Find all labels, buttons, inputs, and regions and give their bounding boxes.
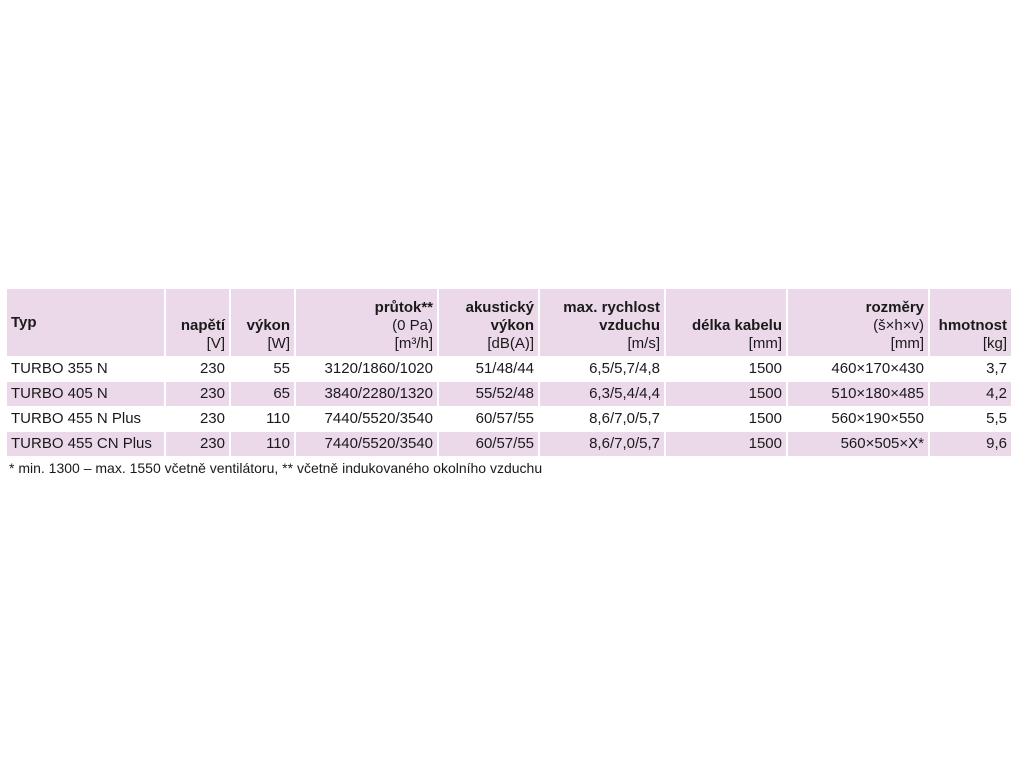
header-max-rychlost: max. rychlost vzduchu [m/s] (539, 289, 665, 357)
header-akusticky-vykon: akustický výkon [dB(A)] (438, 289, 539, 357)
cell-rychlost: 8,6/7,0/5,7 (539, 432, 665, 457)
spec-table (7, 289, 1011, 456)
header-delka-kabelu: délka kabelu [mm] (665, 289, 787, 357)
spec-table-container (7, 289, 1011, 476)
cell-hmotnost: 5,5 (929, 407, 1011, 432)
header-prutok: průtok** (0 Pa) [m³/h] (295, 289, 438, 357)
cell-prutok: 7440/5520/3540 (295, 432, 438, 457)
table-row (7, 432, 1011, 457)
cell-kabel: 1500 (665, 357, 787, 382)
cell-kabel: 1500 (665, 382, 787, 407)
table-footnote: * min. 1300 – max. 1550 včetně ventilátoru, ** včetně indukovaného okolního vzduchu (9, 460, 543, 476)
cell-hmotnost: 3,7 (929, 357, 1011, 382)
header-rozmery: rozměry (š×h×v) [mm] (787, 289, 929, 357)
cell-typ: TURBO 355 N (7, 357, 165, 382)
header-vykon: výkon [W] (230, 289, 295, 357)
table-row (7, 357, 1011, 382)
cell-prutok: 3840/2280/1320 (295, 382, 438, 407)
cell-rozmery: 460×170×430 (787, 357, 929, 382)
cell-kabel: 1500 (665, 407, 787, 432)
cell-rozmery: 510×180×485 (787, 382, 929, 407)
cell-vykon: 65 (230, 382, 295, 407)
table-header-row (7, 289, 1011, 357)
cell-napeti: 230 (165, 432, 230, 457)
cell-hmotnost: 9,6 (929, 432, 1011, 457)
cell-prutok: 7440/5520/3540 (295, 407, 438, 432)
cell-akusticky: 55/52/48 (438, 382, 539, 407)
cell-typ: TURBO 455 N Plus (7, 407, 165, 432)
cell-hmotnost: 4,2 (929, 382, 1011, 407)
cell-kabel: 1500 (665, 432, 787, 457)
cell-typ: TURBO 405 N (7, 382, 165, 407)
header-napeti: napětí [V] (165, 289, 230, 357)
cell-akusticky: 60/57/55 (438, 432, 539, 457)
table-row (7, 407, 1011, 432)
cell-typ: TURBO 455 CN Plus (7, 432, 165, 457)
cell-napeti: 230 (165, 407, 230, 432)
cell-akusticky: 60/57/55 (438, 407, 539, 432)
cell-rychlost: 6,3/5,4/4,4 (539, 382, 665, 407)
cell-vykon: 110 (230, 432, 295, 457)
cell-rozmery: 560×190×550 (787, 407, 929, 432)
table-row (7, 382, 1011, 407)
cell-vykon: 55 (230, 357, 295, 382)
cell-akusticky: 51/48/44 (438, 357, 539, 382)
header-hmotnost: hmotnost [kg] (929, 289, 1011, 357)
cell-vykon: 110 (230, 407, 295, 432)
cell-rychlost: 6,5/5,7/4,8 (539, 357, 665, 382)
cell-prutok: 3120/1860/1020 (295, 357, 438, 382)
cell-napeti: 230 (165, 382, 230, 407)
cell-napeti: 230 (165, 357, 230, 382)
cell-rozmery: 560×505×X* (787, 432, 929, 457)
cell-rychlost: 8,6/7,0/5,7 (539, 407, 665, 432)
header-typ: Typ (7, 289, 165, 357)
